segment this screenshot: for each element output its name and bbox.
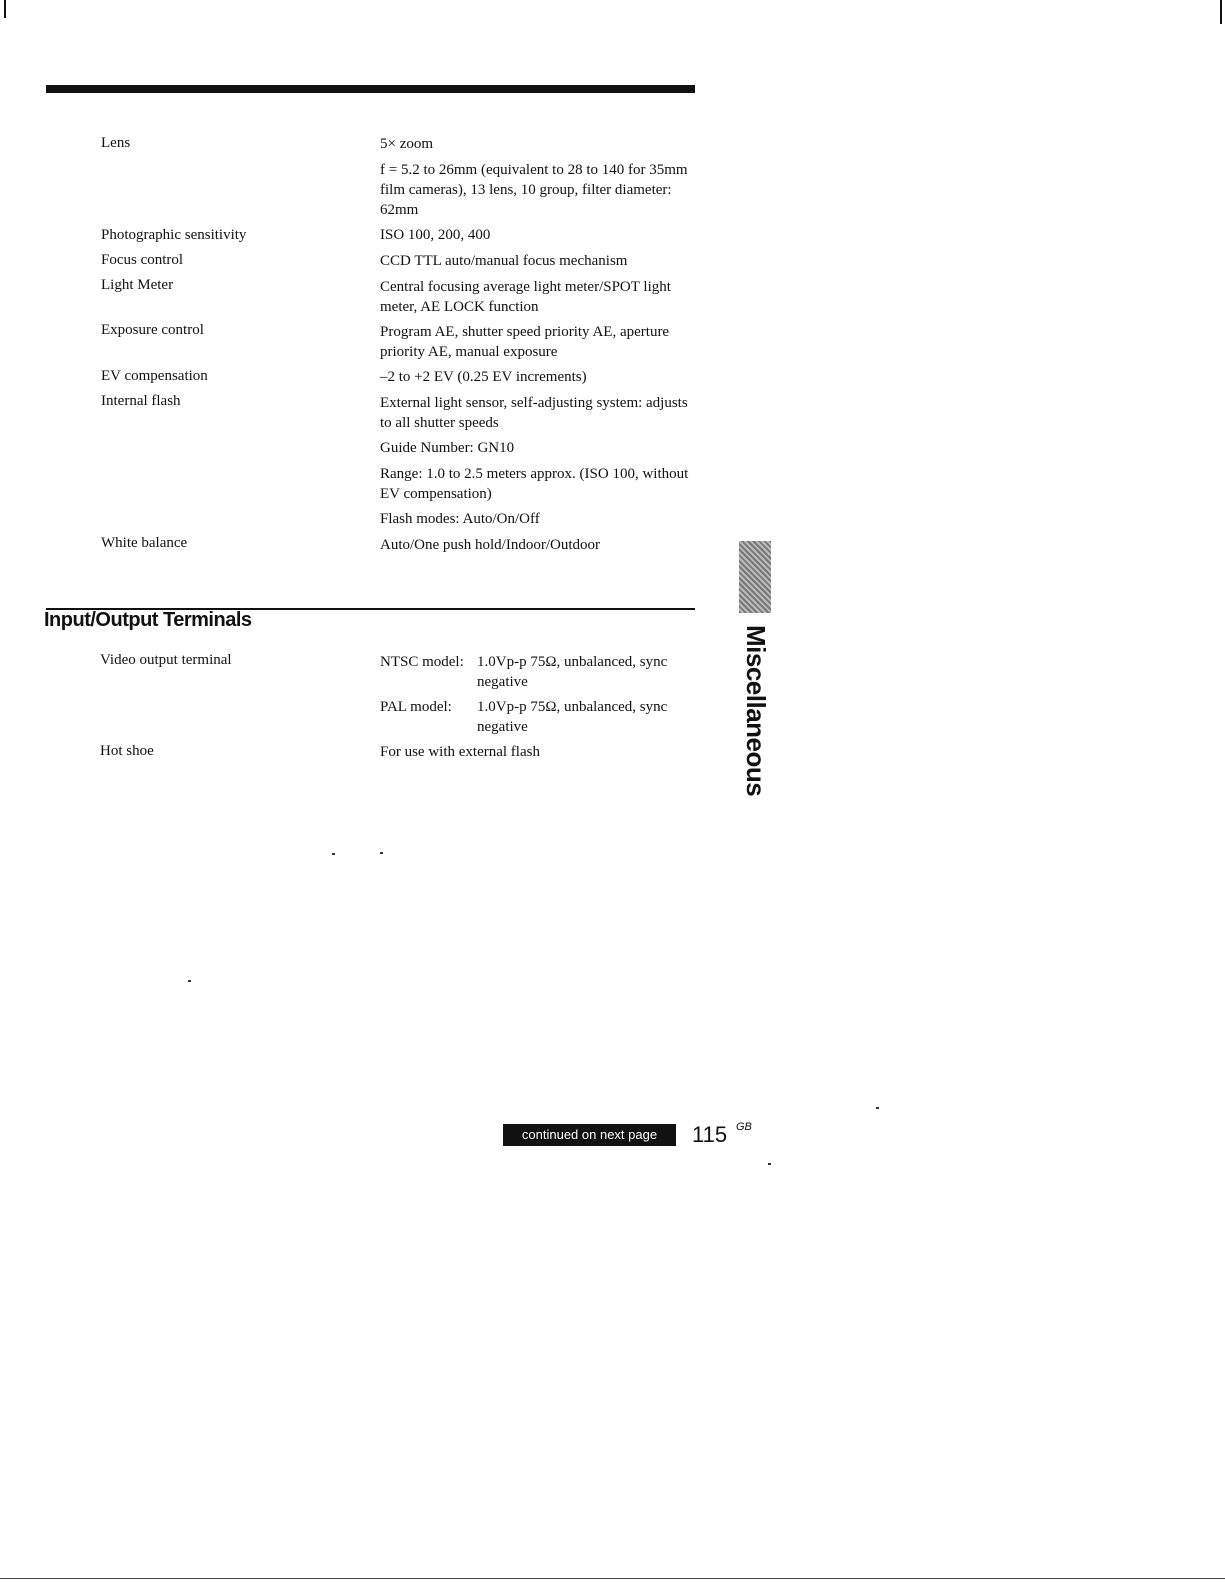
scan-speck (876, 1107, 879, 1109)
io-value: For use with external flash (380, 744, 540, 760)
spec-value: Central focusing average light meter/SPOT light meter, AE LOCK function (380, 279, 671, 315)
section-title: Input/Output Terminals (44, 609, 252, 631)
spec-label: Light Meter (101, 277, 174, 293)
io-label: Hot shoe (100, 743, 154, 759)
scan-speck (380, 852, 383, 854)
spec-value: ISO 100, 200, 400 (380, 227, 491, 243)
spec-value: –2 to +2 EV (0.25 EV increments) (380, 369, 587, 385)
scan-edge-line (0, 1578, 1225, 1579)
scan-speck (768, 1163, 771, 1165)
scan-edge-mark (1220, 0, 1222, 24)
spec-value: External light sensor, self-adjusting system: adjusts to all shutter speeds (380, 395, 688, 431)
scan-speck (332, 853, 335, 855)
scan-edge-mark (4, 0, 6, 18)
spec-label: EV compensation (101, 368, 208, 384)
continued-badge: continued on next page (503, 1124, 676, 1146)
side-tab-marker (739, 541, 771, 613)
io-model-label: NTSC model: (380, 654, 464, 670)
io-model-value: 1.0Vp-p 75Ω, unbalanced, sync negative (477, 654, 668, 690)
spec-label: Photographic sensitivity (101, 227, 247, 243)
io-model-value: 1.0Vp-p 75Ω, unbalanced, sync negative (477, 699, 668, 735)
spec-value: Program AE, shutter speed priority AE, aperture priority AE, manual exposure (380, 324, 670, 360)
spec-label: Focus control (101, 252, 184, 268)
spec-value: Auto/One push hold/Indoor/Outdoor (380, 537, 600, 553)
spec-label: White balance (101, 535, 188, 551)
spec-value: Guide Number: GN10 (380, 440, 515, 456)
spec-label: Exposure control (101, 322, 204, 338)
spec-value: f = 5.2 to 26mm (equivalent to 28 to 140 for 35mm film cameras), 13 lens, 10 group, filter diameter: 62mm (380, 162, 688, 218)
io-model-label: PAL model: (380, 699, 452, 715)
spec-value: Range: 1.0 to 2.5 meters approx. (ISO 100, without EV compensation) (380, 466, 689, 502)
io-label: Video output terminal (100, 652, 232, 668)
spec-label: Internal flash (101, 393, 181, 409)
side-tab-label: Miscellaneous (741, 625, 771, 797)
page-number: 115 (692, 1122, 728, 1147)
spec-value: Flash modes: Auto/On/Off (380, 511, 540, 527)
spec-value: 5× zoom (380, 136, 434, 152)
header-rule (46, 85, 695, 93)
page-suffix: GB (736, 1121, 752, 1133)
spec-label: Lens (101, 135, 131, 151)
scan-speck (188, 980, 191, 982)
spec-value: CCD TTL auto/manual focus mechanism (380, 253, 628, 269)
